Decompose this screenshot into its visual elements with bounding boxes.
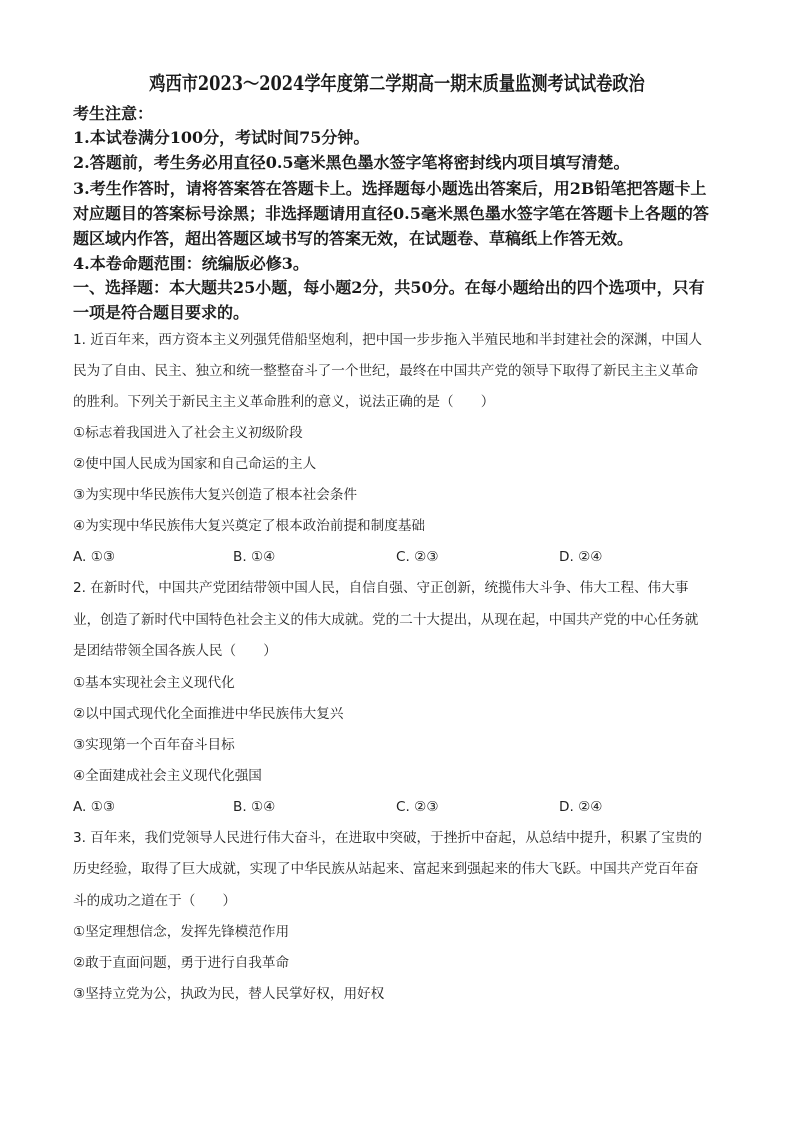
option-c: C. ②③ <box>396 549 439 565</box>
statement: ④全面建成社会主义现代化强国 <box>73 768 262 784</box>
statement: ②敢于直面问题，勇于进行自我革命 <box>73 955 290 971</box>
question-stem: 是团结带领全国各族人民（ ） <box>73 643 277 659</box>
notice-item: 1.本试卷满分100分，考试时间75分钟。 <box>73 128 370 147</box>
question-stem: 斗的成功之道在于（ ） <box>73 893 237 909</box>
question-stem: 1. 近百年来，西方资本主义列强凭借船坚炮利，把中国一步步拖入半殖民地和半封建社会的深渊，中国人 <box>73 332 703 348</box>
statement: ①坚定理想信念，发挥先锋模范作用 <box>73 924 290 940</box>
statement: ③坚持立党为公，执政为民，替人民掌好权，用好权 <box>73 986 385 1002</box>
notice-item: 4.本卷命题范围：统编版必修3。 <box>73 254 309 273</box>
option-c: C. ②③ <box>396 799 439 815</box>
section-heading-cont: 一项是符合题目要求的。 <box>73 303 250 322</box>
question-stem: 3. 百年来，我们党领导人民进行伟大奋斗，在进取中突破，于挫折中奋起，从总结中提升，积累了宝贵的 <box>73 830 703 846</box>
statement: ①基本实现社会主义现代化 <box>73 675 235 691</box>
option-d: D. ②④ <box>559 549 603 565</box>
option-b: B. ①④ <box>233 799 276 815</box>
question-stem: 2. 在新时代，中国共产党团结带领中国人民，自信自强、守正创新，统揽伟大斗争、伟大工程、伟大事 <box>73 580 689 596</box>
option-d: D. ②④ <box>559 799 603 815</box>
exam-title: 鸡西市2023～2024学年度第二学期高一期末质量监测考试试卷政治 <box>149 72 645 95</box>
option-a: A. ①③ <box>73 799 116 815</box>
option-a: A. ①③ <box>73 549 116 565</box>
question-stem: 民为了自由、民主、独立和统一整整奋斗了一个世纪，最终在中国共产党的领导下取得了新民主主义革命 <box>73 363 699 379</box>
statement: ③实现第一个百年奋斗目标 <box>73 737 235 753</box>
statement: ②以中国式现代化全面推进中华民族伟大复兴 <box>73 706 344 722</box>
question-stem: 历史经验，取得了巨大成就，实现了中华民族从站起来、富起来到强起来的伟大飞跃。中国共产党百年奋 <box>73 861 699 877</box>
statement: ①标志着我国进入了社会主义初级阶段 <box>73 425 303 441</box>
notice-item: 2.答题前，考生务必用直径0.5毫米黑色墨水签字笔将密封线内项目填写清楚。 <box>73 153 630 172</box>
statement: ④为实现中华民族伟大复兴奠定了根本政治前提和制度基础 <box>73 518 426 534</box>
notice-item: 题区域内作答，超出答题区域书写的答案无效，在试题卷、草稿纸上作答无效。 <box>73 229 634 248</box>
statement: ③为实现中华民族伟大复兴创造了根本社会条件 <box>73 487 358 503</box>
section-heading: 一、选择题：本大题共25小题，每小题2分，共50分。在每小题给出的四个选项中，只有 <box>73 278 705 297</box>
question-stem: 业，创造了新时代中国特色社会主义的伟大成就。党的二十大提出，从现在起，中国共产党的中心任务就 <box>73 612 699 628</box>
notice-item: 对应题目的答案标号涂黑；非选择题请用直径0.5毫米黑色墨水签字笔在答题卡上各题的答 <box>73 204 709 223</box>
notice-item: 3.考生作答时，请将答案答在答题卡上。选择题每小题选出答案后，用2B铅笔把答题卡上 <box>73 179 707 198</box>
option-b: B. ①④ <box>233 549 276 565</box>
notice-heading: 考生注意： <box>73 104 154 123</box>
question-stem: 的胜利。下列关于新民主主义革命胜利的意义，说法正确的是（ ） <box>73 394 495 410</box>
statement: ②使中国人民成为国家和自己命运的主人 <box>73 456 317 472</box>
